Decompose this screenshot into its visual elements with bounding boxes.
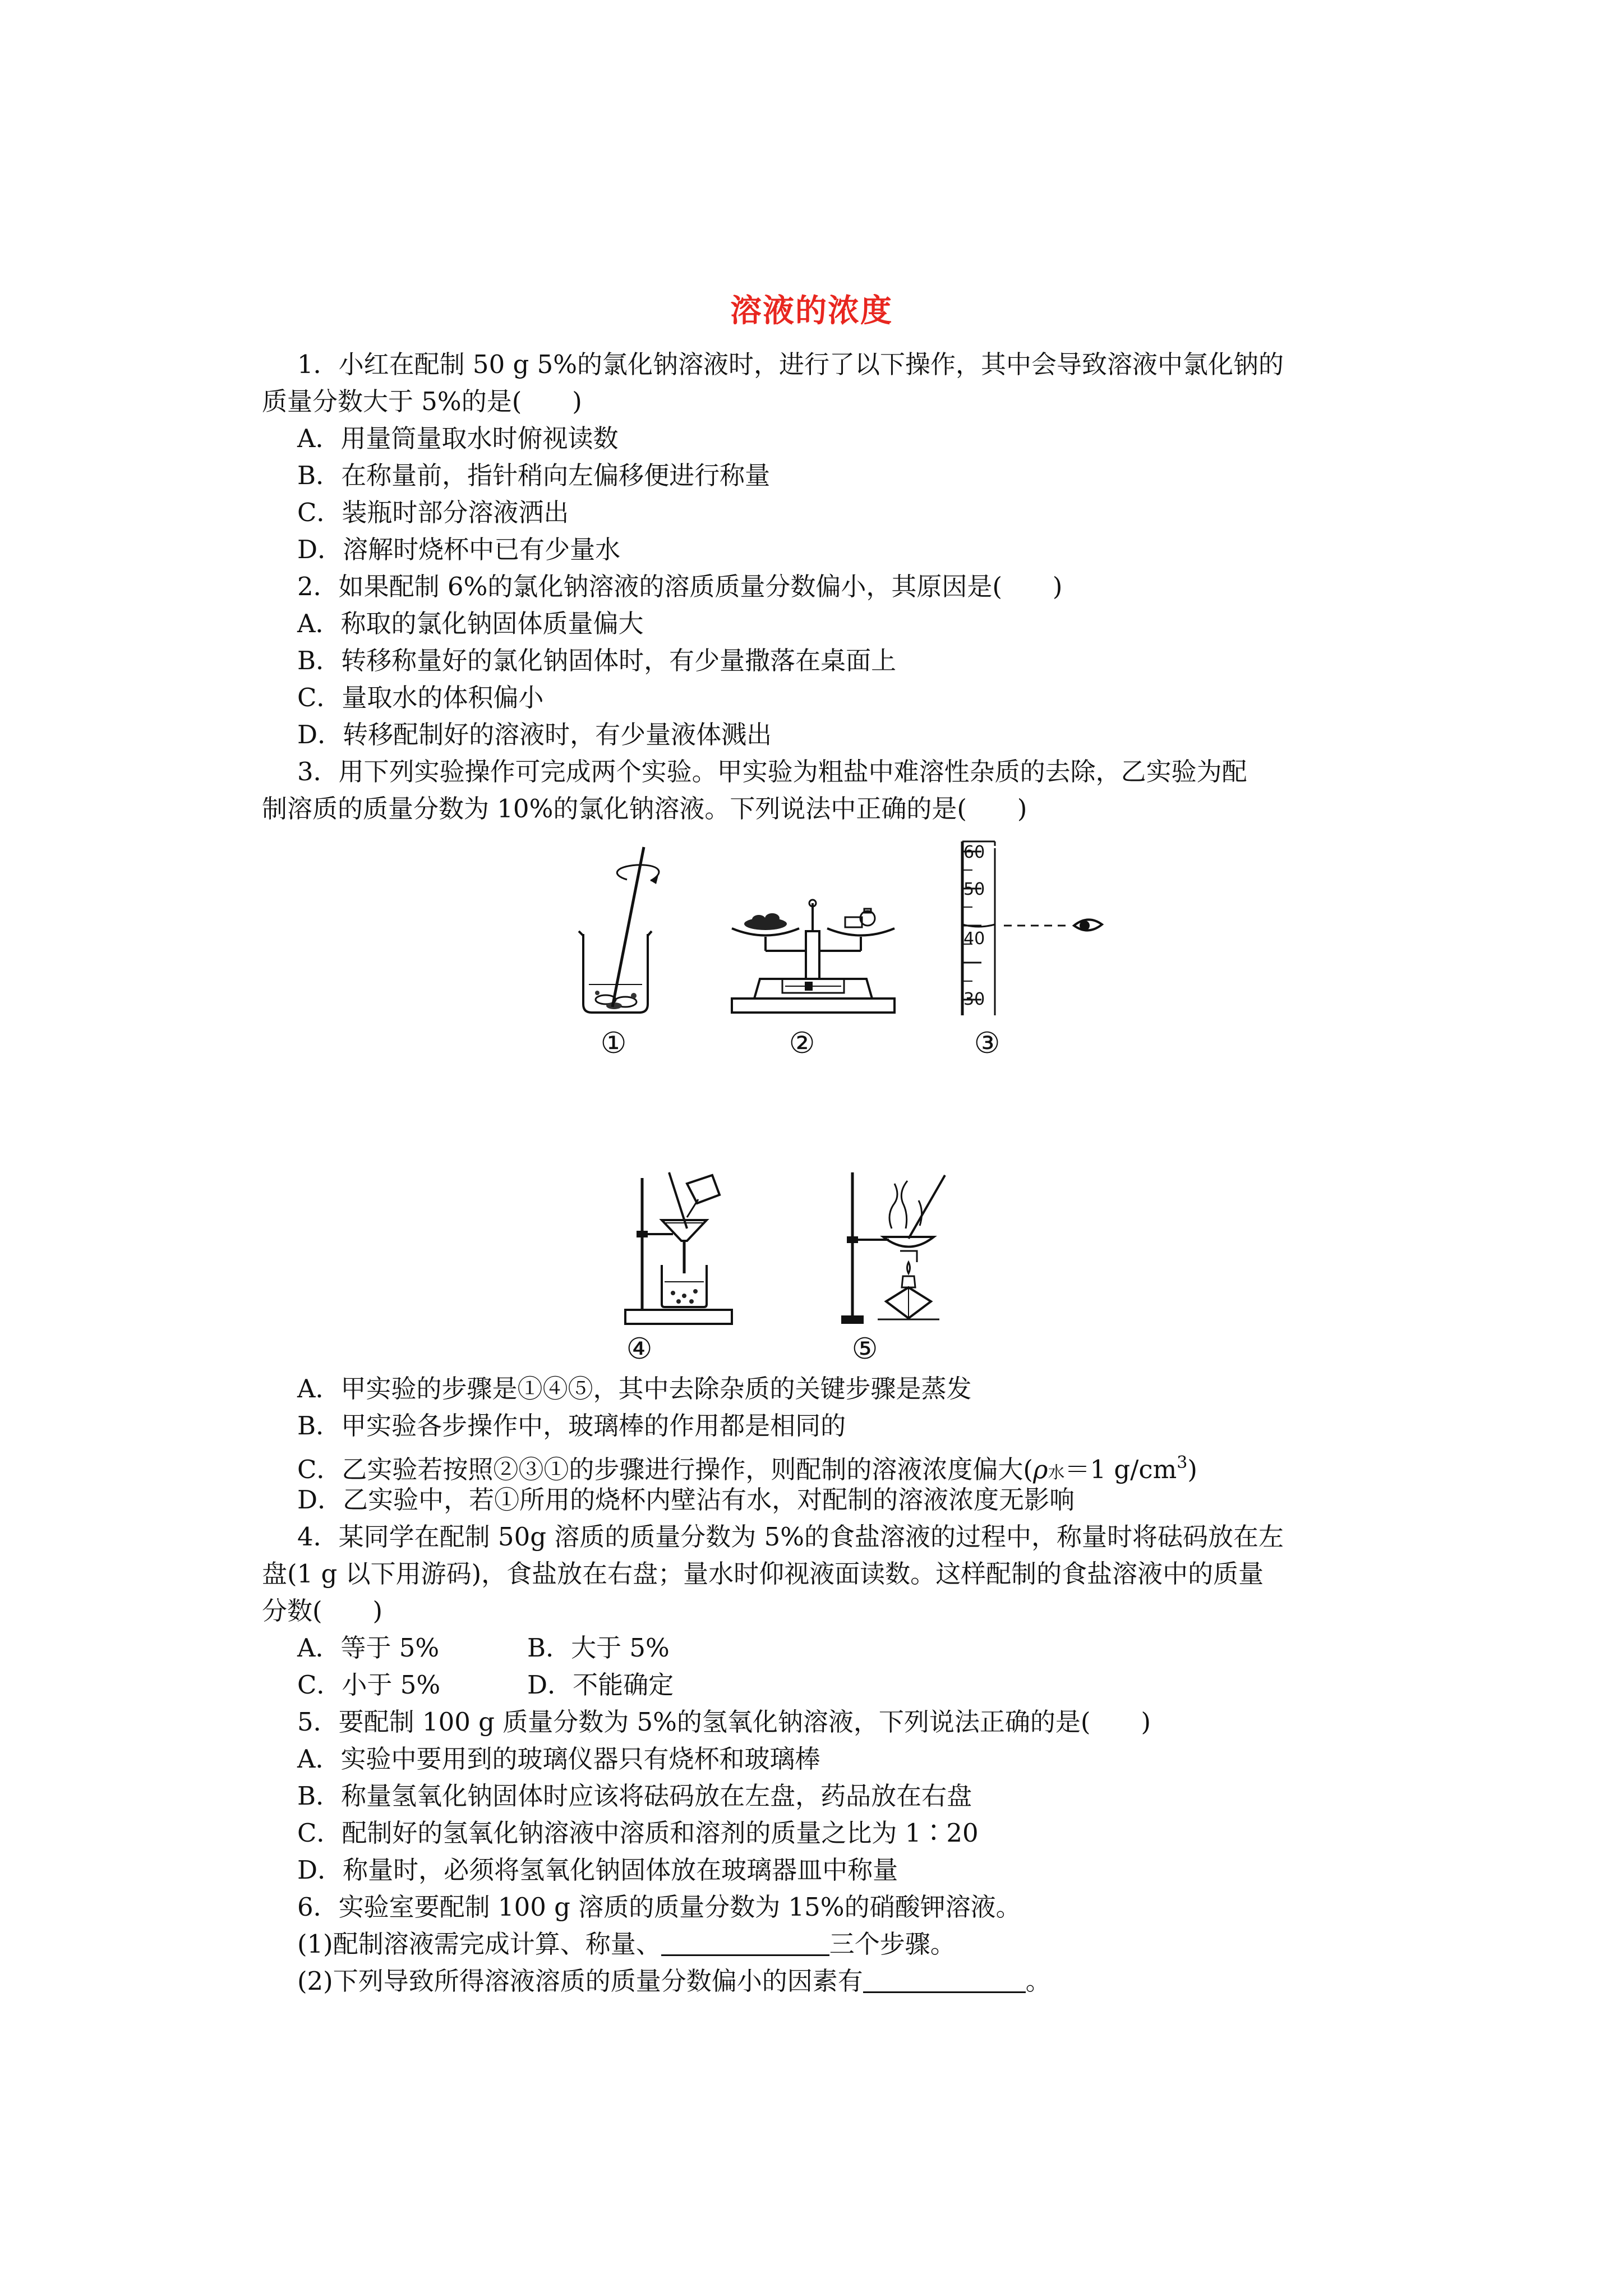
q6-stem: 6．实验室要配制 100 g 溶质的质量分数为 15%的硝酸钾溶液。: [297, 1892, 1021, 1922]
figure-3-graduated-cylinder: [948, 836, 1122, 1021]
q1-stem-line1: 1．小红在配制 50 g 5%的氯化钠溶液时，进行了以下操作，其中会导致溶液中氯化钠的: [297, 349, 1284, 379]
page-title: 溶液的浓度: [730, 293, 893, 329]
q2-option-c: C．量取水的体积偏小: [297, 683, 544, 712]
q6-part-1-answer-blank[interactable]: [661, 1930, 829, 1956]
q5-option-d: D．称量时，必须将氢氧化钠固体放在玻璃器皿中称量: [297, 1855, 898, 1885]
q1-option-c: C．装瓶时部分溶液洒出: [297, 498, 569, 527]
q1-stem-line2: 质量分数大于 5%的是( ): [262, 386, 582, 416]
q4-stem-line1: 4．某同学在配制 50g 溶质的质量分数为 5%的食盐溶液的过程中，称量时将砝码放在左: [297, 1522, 1284, 1552]
figure-3-label: ③: [974, 1027, 1000, 1060]
cube-superscript: 3: [1177, 1453, 1188, 1473]
figure-5-label: ⑤: [851, 1332, 878, 1366]
q2-stem: 2．如果配制 6%的氯化钠溶液的溶质质量分数偏小，其原因是( ): [297, 572, 1063, 601]
cylinder-tick-50: 50: [963, 880, 985, 899]
q4-option-b: B．大于 5%: [527, 1633, 670, 1663]
q2-option-a: A．称取的氯化钠固体质量偏大: [297, 609, 644, 638]
figure-1-stirring-beaker: [566, 836, 679, 1021]
q5-option-a: A．实验中要用到的玻璃仪器只有烧杯和玻璃棒: [297, 1744, 820, 1774]
q5-stem: 5．要配制 100 g 质量分数为 5%的氢氧化钠溶液，下列说法正确的是( ): [297, 1707, 1151, 1737]
q3-option-b: B．甲实验各步操作中，玻璃棒的作用都是相同的: [297, 1411, 846, 1441]
q5-option-c: C．配制好的氢氧化钠溶液中溶质和溶剂的质量之比为 1∶20: [297, 1818, 979, 1848]
figure-2-balance: [721, 878, 906, 1024]
cylinder-tick-60: 60: [963, 843, 985, 862]
q3-option-c-text: C．乙实验若按照②③①的步骤进行操作，则配制的溶液浓度偏大(: [297, 1455, 1033, 1484]
density-value: ＝1 g/cm: [1064, 1455, 1177, 1484]
closing-paren: ): [1187, 1455, 1197, 1484]
q4-options-row1: [297, 1630, 439, 1667]
cylinder-tick-40: 40: [963, 929, 985, 949]
q4-option-d: D．不能确定: [527, 1670, 674, 1700]
q6-part-2-suffix: 。: [1025, 1966, 1051, 1996]
q3-stem-line2: 制溶质的质量分数为 10%的氯化钠溶液。下列说法中正确的是( ): [262, 794, 1027, 823]
q4-option-c: C．小于 5%: [297, 1670, 441, 1700]
q4-stem-line3: 分数( ): [262, 1596, 383, 1626]
figure-5-evaporation: [824, 1172, 970, 1329]
q6-part-2-answer-blank[interactable]: [863, 1967, 1026, 1993]
cylinder-tick-30: 30: [963, 990, 985, 1009]
q3-option-d: D．乙实验中，若①所用的烧杯内壁沾有水，对配制的溶液浓度无影响: [297, 1485, 1075, 1515]
q3-option-a: A．甲实验的步骤是①④⑤，其中去除杂质的关键步骤是蒸发: [297, 1374, 972, 1404]
q6-part-2: [297, 1963, 1051, 2000]
figure-4-label: ④: [626, 1332, 653, 1366]
figure-1-label: ①: [600, 1027, 627, 1060]
q1-option-a: A．用量筒量取水时俯视读数: [297, 424, 619, 453]
q5-option-b: B．称量氢氧化钠固体时应该将砝码放在左盘，药品放在右盘: [297, 1781, 972, 1811]
q3-stem-line1: 3．用下列实验操作可完成两个实验。甲实验为粗盐中难溶性杂质的去除，乙实验为配: [297, 757, 1247, 786]
figure-2-label: ②: [789, 1027, 815, 1060]
q4-option-a: A．等于 5%: [297, 1633, 440, 1663]
q1-option-d: D．溶解时烧杯中已有少量水: [297, 535, 621, 564]
q6-part-2-text: (2)下列导致所得溶液溶质的质量分数偏小的因素有: [297, 1966, 863, 1996]
q2-option-d: D．转移配制好的溶液时，有少量液体溅出: [297, 720, 772, 749]
water-subscript: 水: [1048, 1463, 1065, 1483]
q6-part-1-suffix: 三个步骤。: [829, 1929, 956, 1959]
q4-stem-line2: 盘(1 g 以下用游码)，食盐放在右盘；量水时仰视液面读数。这样配制的食盐溶液中的质量: [262, 1559, 1264, 1589]
q6-part-1: [297, 1926, 956, 1963]
q2-option-b: B．转移称量好的氯化钠固体时，有少量撒落在桌面上: [297, 646, 897, 675]
q1-option-b: B．在称量前，指针稍向左偏移便进行称量: [297, 461, 771, 490]
rho-symbol: ρ: [1033, 1455, 1048, 1484]
q6-part-1-text: (1)配制溶液需完成计算、称量、: [297, 1929, 661, 1959]
figure-4-filtration: [608, 1172, 743, 1329]
